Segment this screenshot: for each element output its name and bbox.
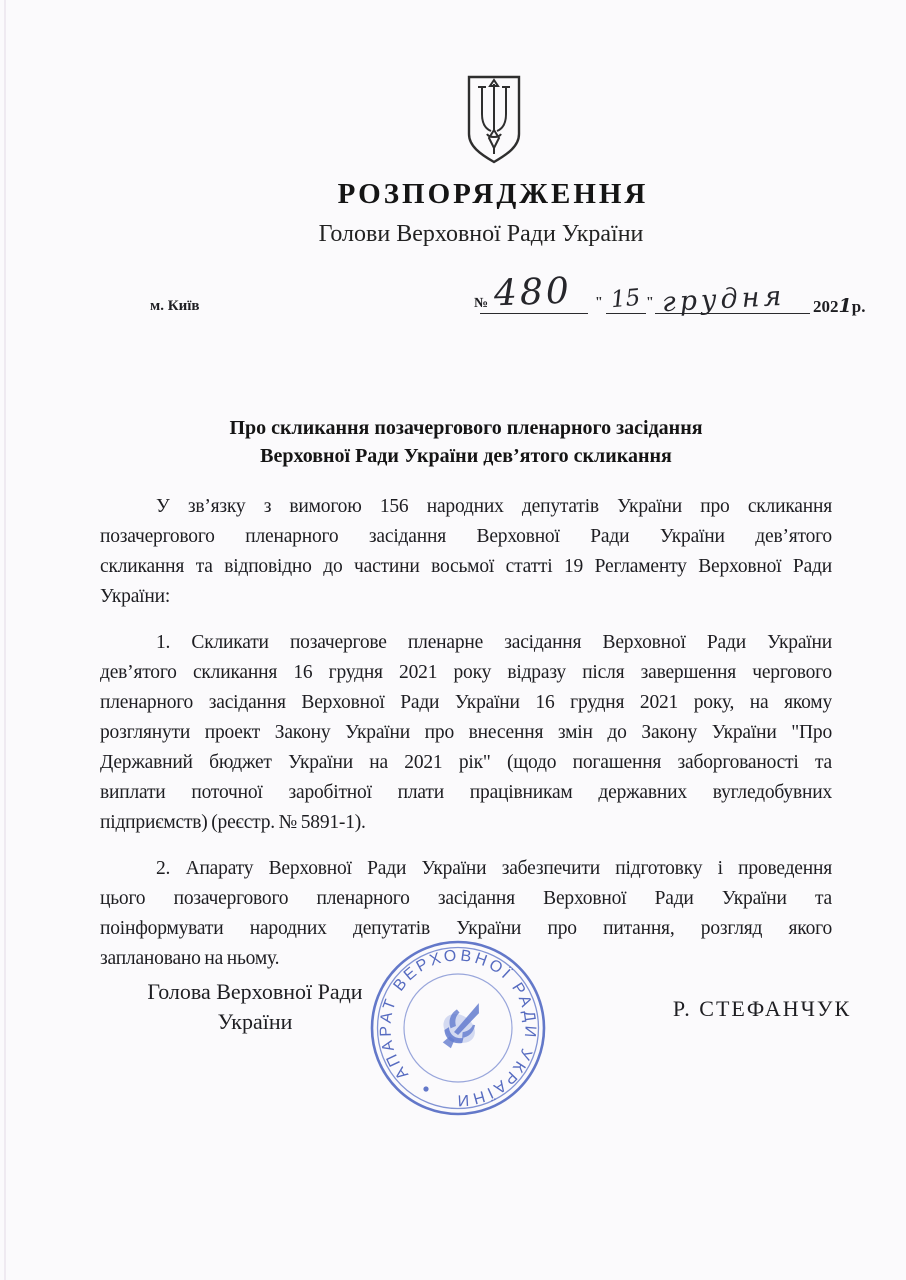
signature-position-line-2: України	[217, 1009, 293, 1034]
body-line: цього позачергового пленарного засідання Верховної Ради України та	[100, 888, 832, 909]
subject-heading	[100, 414, 832, 470]
year-label	[813, 295, 865, 317]
body-line: виплати поточної заробітної плати працівникам державних вугледобувних	[100, 782, 832, 803]
city-label: м. Київ	[150, 298, 200, 314]
stamp-separator-dot	[423, 1086, 428, 1091]
body-line: підприємств) (реєстр. № 5891-1).	[100, 812, 366, 833]
stamp-trident-icon	[433, 993, 492, 1056]
signature-position	[138, 977, 372, 1037]
body-paragraph	[100, 492, 832, 612]
body-line: дев’ятого скликання 16 грудня 2021 року відразу після завершення чергового	[100, 662, 832, 683]
body-line: поінформувати народних депутатів України про питання, розгляд якого	[100, 918, 832, 939]
day-close-quote: "	[646, 295, 654, 310]
body-line: позачергового пленарного засідання Верховної Ради України дев’ятого	[100, 526, 832, 547]
body-line: України:	[100, 586, 171, 607]
day-open-quote: "	[595, 295, 603, 310]
body-line: пленарного засідання Верховної Ради України 16 грудня 2021 року, на якому	[100, 692, 832, 713]
body-line: скликання та відповідно до частини восьмої статті 19 Регламенту Верховної Ради	[100, 556, 832, 577]
scan-edge-shadow	[4, 0, 6, 1280]
signature-name: Р. СТЕФАНЧУК	[672, 996, 852, 1021]
issuer-line: Голови Верховної Ради України	[318, 221, 644, 247]
subject-line-2: Верховної Ради України дев’ятого скликання	[260, 445, 672, 467]
year-printed-part: 202	[813, 297, 839, 316]
document-type-title: РОЗПОРЯДЖЕННЯ	[337, 178, 649, 210]
official-stamp	[368, 938, 548, 1118]
body-line: Державний бюджет України на 2021 рік" (щодо погашення заборгованості та	[100, 752, 832, 773]
year-handwritten-digit: 1	[838, 295, 852, 317]
body-line: заплановано на ньому.	[100, 948, 280, 969]
subject-line-1: Про скликання позачергового пленарного засідання	[229, 417, 703, 439]
handwritten-number: 480	[493, 270, 573, 315]
handwritten-day: 15	[609, 284, 642, 314]
year-suffix: р.	[851, 297, 866, 316]
handwritten-month: грудня	[661, 280, 787, 319]
body-line: розглянути проект Закону України про внесення змін до Закону України "Про	[100, 722, 832, 743]
body-line: 2. Апарату Верховної Ради України забезпечити підготовку і проведення	[156, 858, 832, 879]
ukraine-trident-emblem	[465, 74, 523, 166]
document-body	[100, 492, 832, 990]
stamp-ring-text: АПАРАТ ВЕРХОВНОЇ РАДИ УКРАЇНИ	[377, 947, 539, 1109]
body-line: У зв’язку з вимогою 156 народних депутатів України про скликання	[156, 496, 832, 517]
body-line: 1. Скликати позачергове пленарне засідання Верховної Ради України	[156, 632, 832, 653]
signature-position-line-1: Голова Верховної Ради	[147, 979, 363, 1004]
body-paragraph	[100, 628, 832, 838]
number-sign: №	[474, 296, 489, 311]
